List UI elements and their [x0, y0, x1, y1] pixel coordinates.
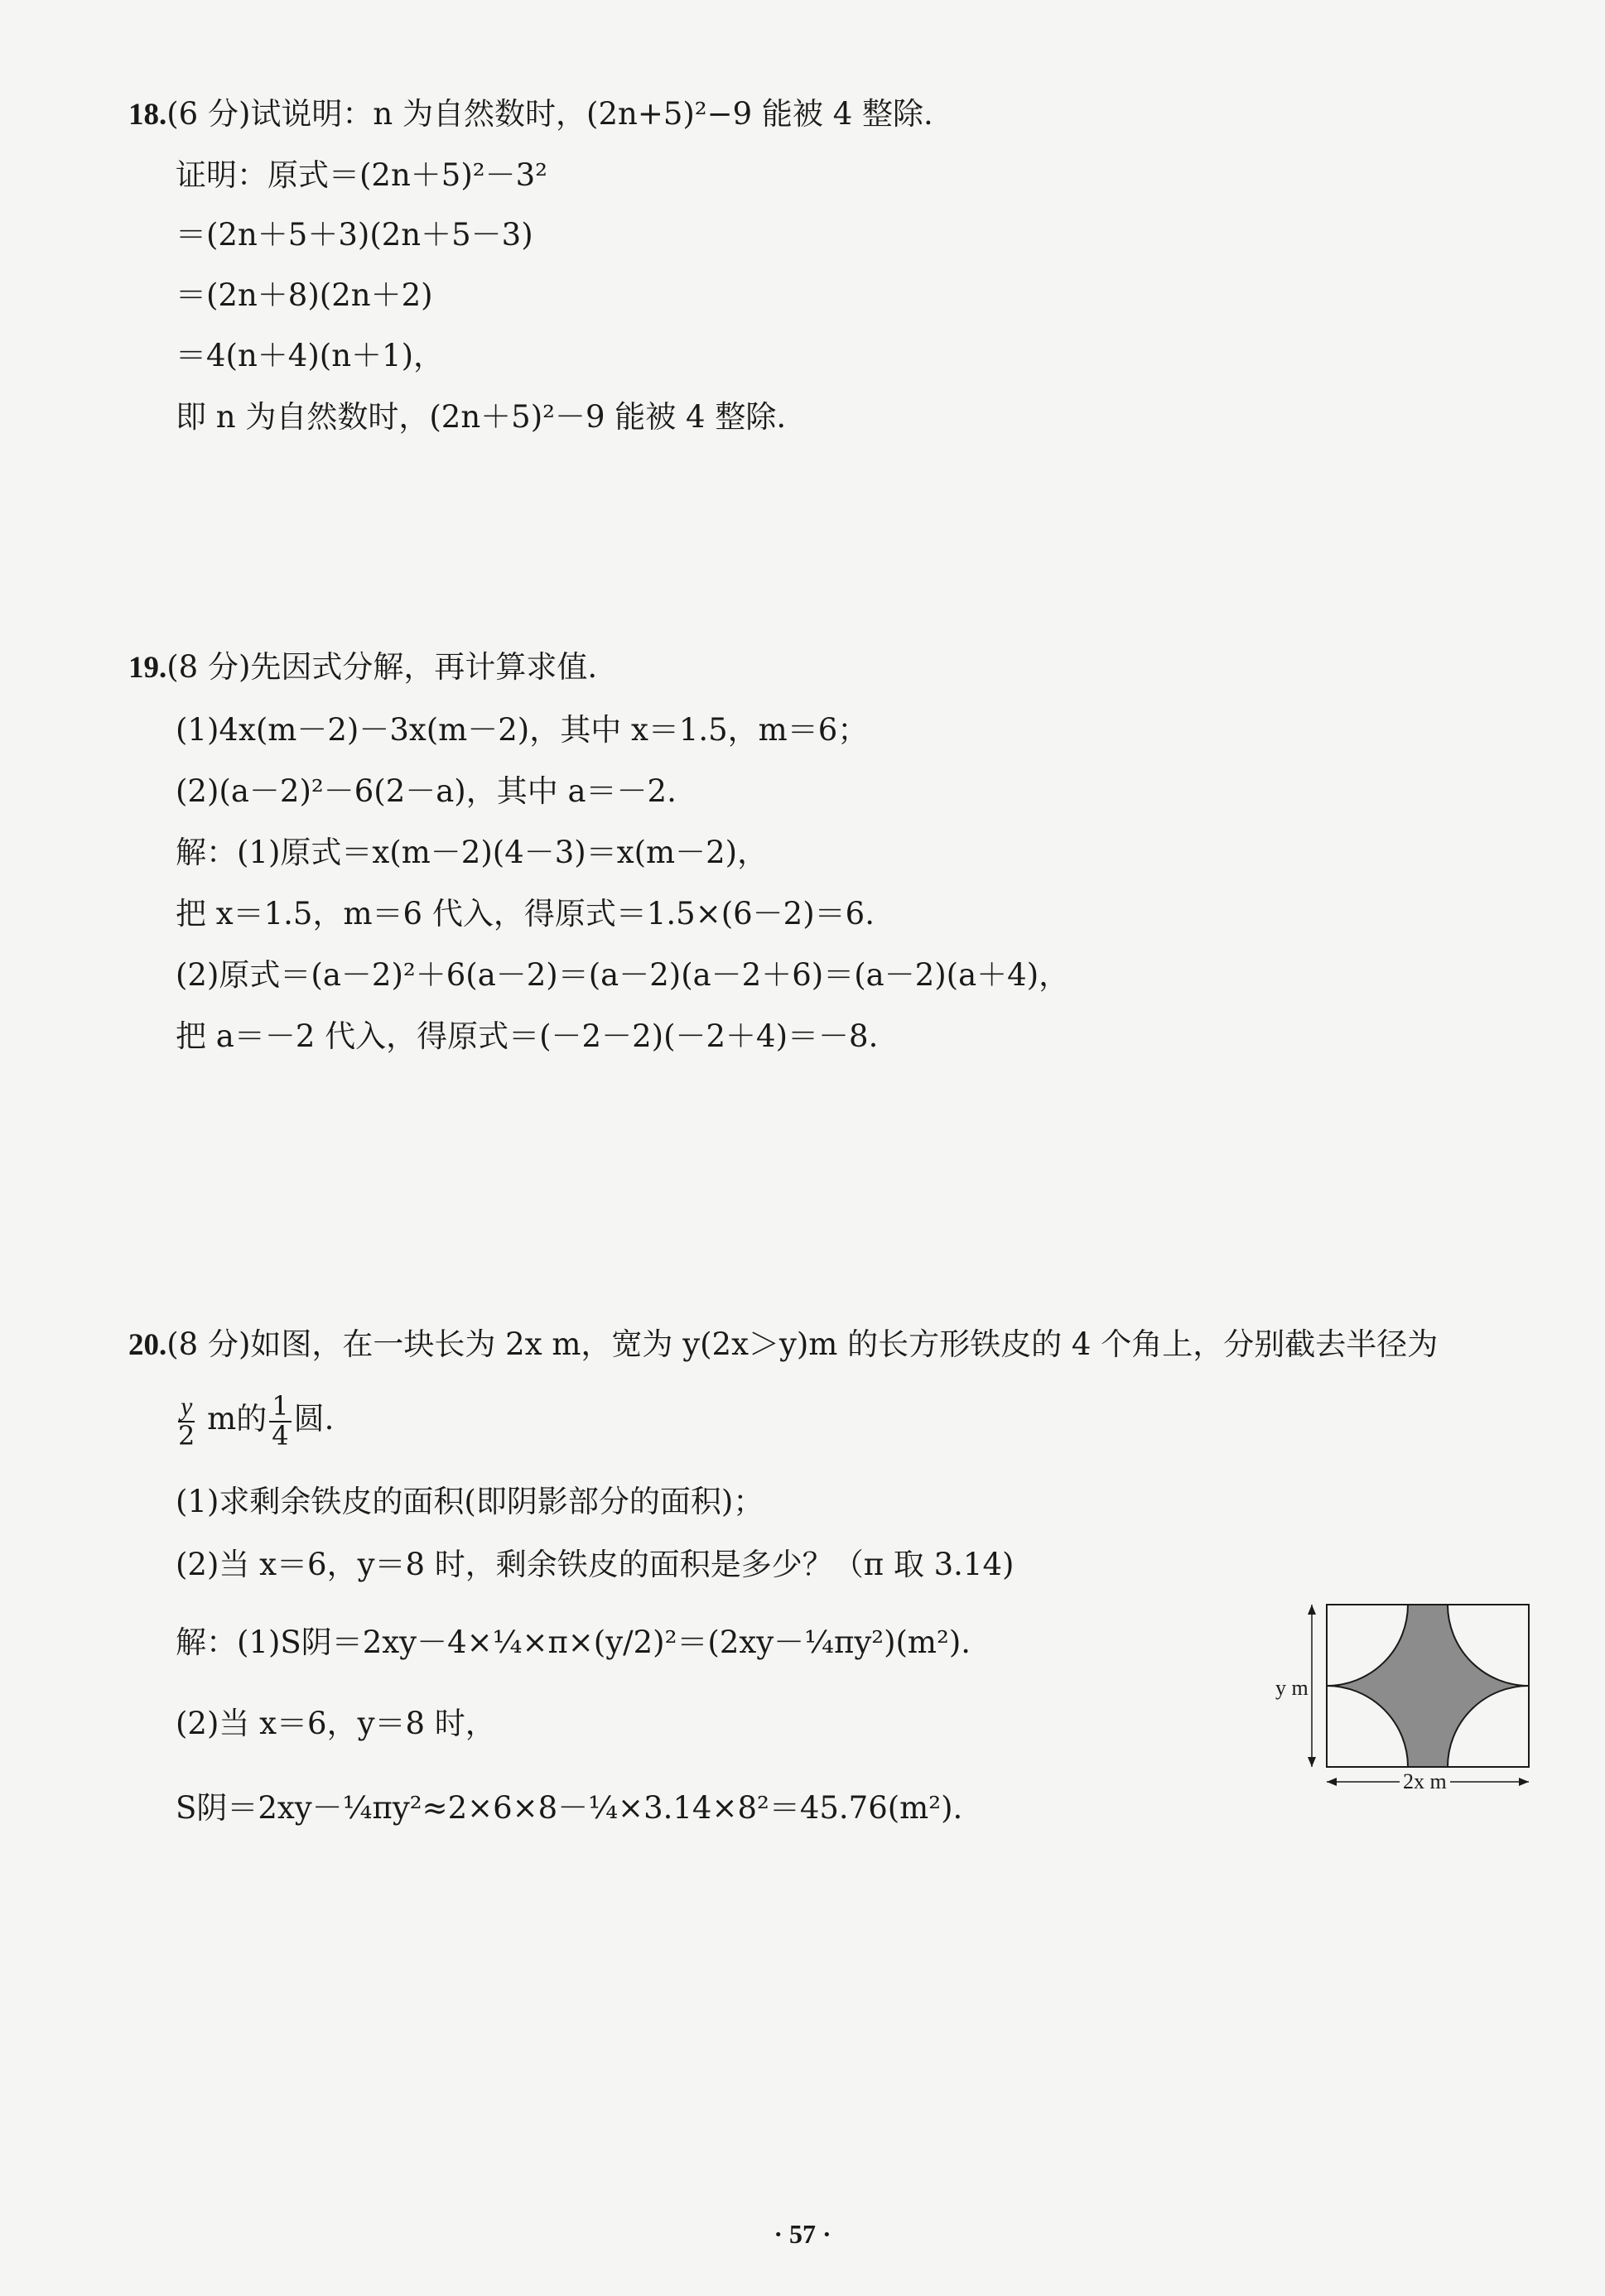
q20-number: 20.	[128, 1328, 167, 1362]
q20-title-cont	[176, 1390, 335, 1451]
q18-line-2: ＝(2n＋5＋3)(2n＋5－3)	[176, 217, 533, 253]
q19-part-2: (2)(a－2)²－6(2－a)，其中 a＝－2.	[176, 773, 677, 809]
q20-part-2: (2)当 x＝6，y＝8 时，剩余铁皮的面积是多少？（π 取 3.14)	[176, 1547, 1015, 1582]
q20-part-1: (1)求剩余铁皮的面积(即阴影部分的面积)；	[176, 1484, 764, 1519]
q19-solution-3: (2)原式＝(a－2)²＋6(a－2)＝(a－2)(a－2＋6)＝(a－2)(a＋4)，	[176, 957, 1070, 993]
y-arrow-bottom	[1308, 1757, 1316, 1767]
q20-title	[128, 1325, 1438, 1365]
q20-solution-3: S阴＝2xy－¼πy²≈2×6×8－¼×3.14×8²＝45.76(m²).	[176, 1790, 963, 1826]
y-over-2-fraction: $\frac{y}{2}$	[178, 1391, 195, 1451]
q19-text: (8 分)先因式分解，再计算求值.	[166, 649, 598, 685]
q18-line-5: 即 n 为自然数时，(2n＋5)²－9 能被 4 整除.	[176, 399, 787, 435]
y-label: y m	[1275, 1676, 1309, 1700]
y-arrow-top	[1308, 1605, 1316, 1615]
sheet-diagram	[1275, 1598, 1540, 1797]
x-arrow-right	[1519, 1778, 1529, 1786]
q18-title	[128, 94, 933, 135]
one-quarter-fraction: $\frac{1}{4}$	[269, 1393, 291, 1450]
q19-solution-2: 把 x＝1.5，m＝6 代入，得原式＝1.5×(6－2)＝6.	[176, 896, 875, 931]
page-number: · 57 ·	[774, 2219, 831, 2249]
q18-number: 18.	[128, 98, 167, 132]
q18-line-4: ＝4(n＋4)(n＋1)，	[176, 338, 445, 373]
q20-text-2-end: 圆.	[293, 1401, 335, 1437]
q19-part-1: (1)4x(m－2)－3x(m－2)，其中 x＝1.5，m＝6；	[176, 712, 869, 748]
q20-text-1: (8 分)如图，在一块长为 2x m，宽为 y(2x＞y)m 的长方形铁皮的 4 个角上，分别截去半径为	[166, 1326, 1439, 1362]
q18-line-1: 证明：原式＝(2n＋5)²－3²	[176, 157, 547, 193]
sheet-figure	[1275, 1598, 1540, 1800]
q20-solution-1: 解：(1)S阴＝2xy－4×¼×π×(y/2)²＝(2xy－¼πy²)(m²).	[176, 1625, 971, 1660]
q20-text-2: m的	[207, 1401, 268, 1437]
x-arrow-left	[1327, 1778, 1337, 1786]
q18-text: (6 分)试说明：n 为自然数时，(2n+5)²−9 能被 4 整除.	[166, 96, 933, 132]
q19-solution-4: 把 a＝－2 代入，得原式＝(－2－2)(－2＋4)＝－8.	[176, 1018, 879, 1054]
x-label: 2x m	[1400, 1769, 1450, 1794]
q19-number: 19.	[128, 651, 167, 685]
q20-solution-2: (2)当 x＝6，y＝8 时，	[176, 1706, 496, 1741]
q18-line-3: ＝(2n＋8)(2n＋2)	[176, 277, 433, 313]
q19-solution-1: 解：(1)原式＝x(m－2)(4－3)＝x(m－2)，	[176, 835, 769, 870]
q19-title	[128, 647, 597, 688]
